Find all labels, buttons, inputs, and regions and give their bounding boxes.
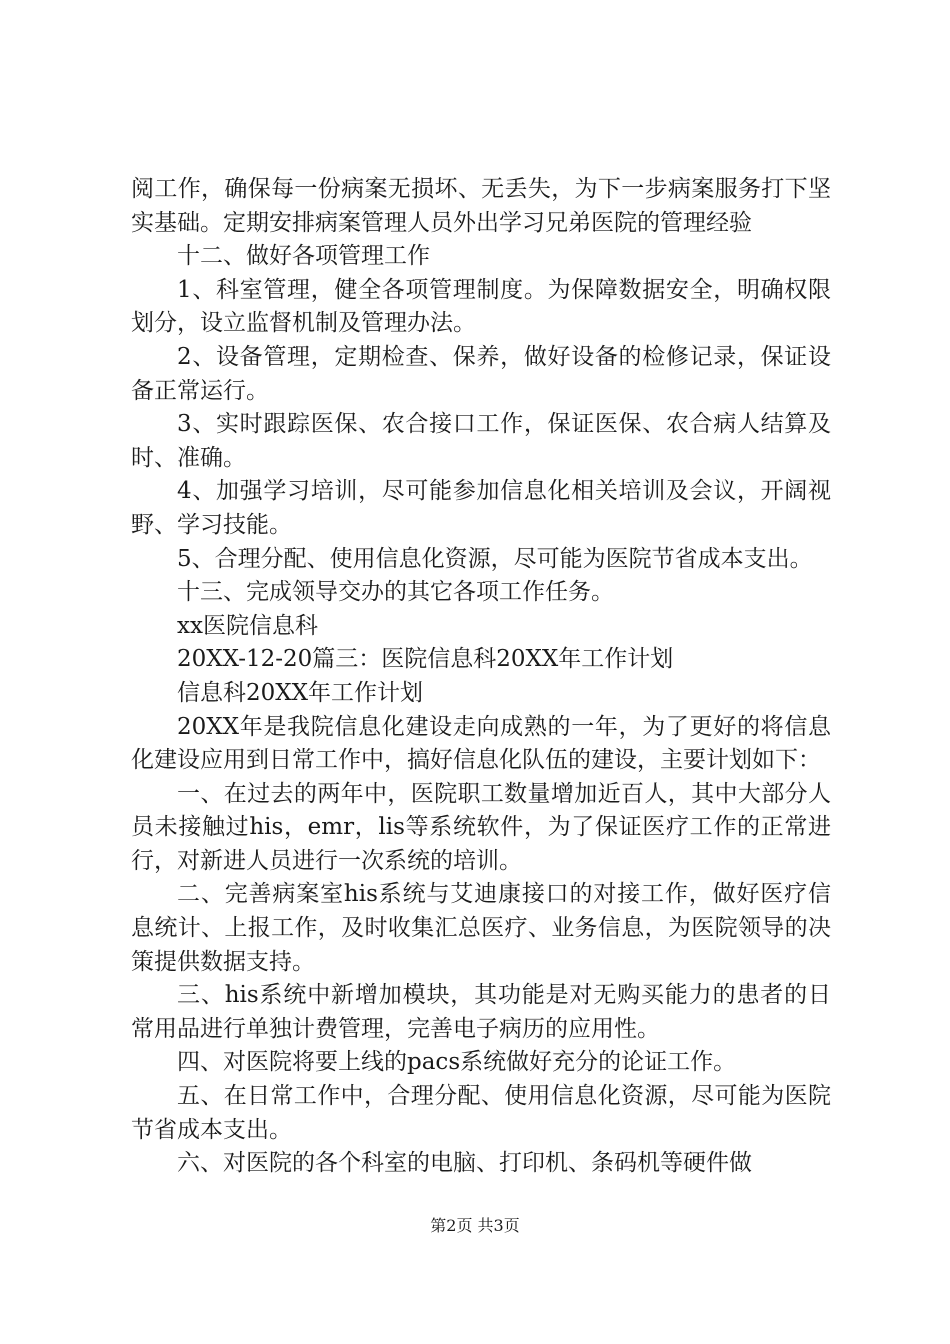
document-body [131, 173, 831, 1181]
paragraph-16: 四、对医院将要上线的pacs系统做好充分的论证工作。 [177, 1049, 737, 1076]
paragraph-14: 二、完善病案室his系统与艾迪康接口的对接工作，做好医疗信息统计、上报工作，及时收集汇总医疗、业务信息，为医院领导的决策提供数据支持。 [131, 881, 831, 975]
paragraph-10: 20XX-12-20篇三：医院信息科20XX年工作计划 [177, 646, 674, 673]
paragraph-8: 十三、完成领导交办的其它各项工作任务。 [177, 579, 614, 606]
paragraph-17: 五、在日常工作中，合理分配、使用信息化资源，尽可能为医院节省成本支出。 [131, 1083, 831, 1143]
page-footer [0, 1216, 950, 1236]
paragraph-2: 十二、做好各项管理工作 [177, 243, 430, 270]
paragraph-5: 3、实时跟踪医保、农合接口工作，保证医保、农合病人结算及时、准确。 [131, 411, 831, 471]
page-number-label: 第2页 共3页 [430, 1216, 520, 1235]
paragraph-6: 4、加强学习培训，尽可能参加信息化相关培训及会议，开阔视野、学习技能。 [131, 478, 831, 538]
paragraph-11: 信息科20XX年工作计划 [177, 679, 424, 706]
paragraph-12: 20XX年是我院信息化建设走向成熟的一年，为了更好的将信息化建设应用到日常工作中，搞好信息化队伍的建设，主要计划如下： [131, 713, 831, 774]
paragraph-1: 阅工作，确保每一份病案无损坏、无丢失，为下一步病案服务打下坚实基础。定期安排病案管理人员外出学习兄弟医院的管理经验 [131, 176, 831, 236]
paragraph-15: 三、his系统中新增加模块，其功能是对无购买能力的患者的日常用品进行单独计费管理，完善电子病历的应用性。 [131, 982, 831, 1042]
paragraph-9: xx医院信息科 [177, 612, 318, 639]
paragraph-4: 2、设备管理，定期检查、保养，做好设备的检修记录，保证设备正常运行。 [131, 343, 831, 404]
paragraph-18: 六、对医院的各个科室的电脑、打印机、条码机等硬件做 [177, 1150, 752, 1177]
paragraph-3: 1、科室管理，健全各项管理制度。为保障数据安全，明确权限划分，设立监督机制及管理办法。 [131, 276, 831, 337]
paragraph-13: 一、在过去的两年中，医院职工数量增加近百人，其中大部分人员未接触过his，emr，lis等系统软件，为了保证医疗工作的正常进行，对新进人员进行一次系统的培训。 [131, 780, 831, 874]
paragraph-7: 5、合理分配、使用信息化资源，尽可能为医院节省成本支出。 [177, 545, 813, 572]
